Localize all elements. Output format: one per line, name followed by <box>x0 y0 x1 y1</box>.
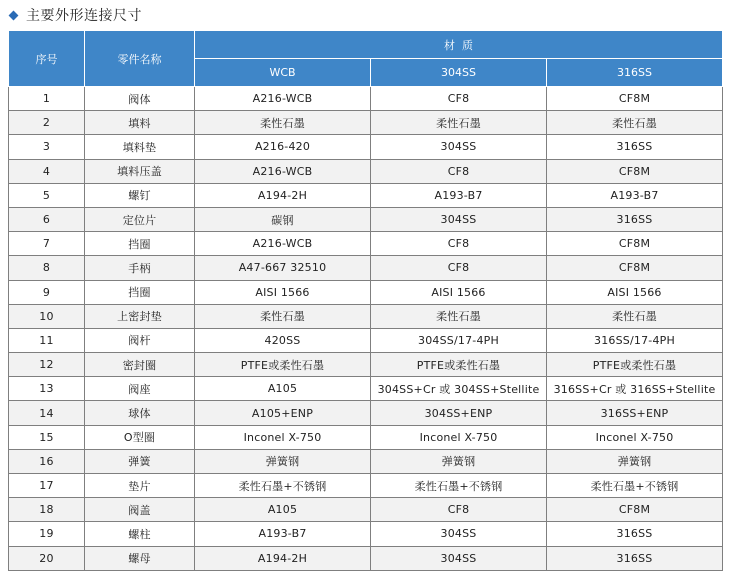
cell-part-name: 密封圈 <box>85 353 195 377</box>
cell-index: 2 <box>9 111 85 135</box>
cell-316ss: CF8M <box>547 87 723 111</box>
cell-part-name: 定位片 <box>85 207 195 231</box>
cell-wcb: AISI 1566 <box>195 280 371 304</box>
cell-part-name: 填料 <box>85 111 195 135</box>
cell-index: 5 <box>9 183 85 207</box>
cell-wcb: 420SS <box>195 328 371 352</box>
cell-index: 9 <box>9 280 85 304</box>
cell-wcb: PTFE或柔性石墨 <box>195 353 371 377</box>
cell-304ss: PTFE或柔性石墨 <box>371 353 547 377</box>
cell-wcb: A105 <box>195 377 371 401</box>
section-header <box>8 4 142 26</box>
cell-316ss: 柔性石墨 <box>547 111 723 135</box>
table-row <box>9 449 723 473</box>
header-part-name: 零件名称 <box>85 31 195 87</box>
cell-316ss: Inconel X-750 <box>547 425 723 449</box>
cell-304ss: AISI 1566 <box>371 280 547 304</box>
table-row <box>9 425 723 449</box>
cell-part-name: 垫片 <box>85 474 195 498</box>
cell-304ss: 304SS+Cr 或 304SS+Stellite <box>371 377 547 401</box>
table-row <box>9 159 723 183</box>
cell-316ss: 316SS <box>547 135 723 159</box>
header-col-wcb: WCB <box>195 59 371 87</box>
cell-part-name: 阀体 <box>85 87 195 111</box>
cell-part-name: 螺钉 <box>85 183 195 207</box>
table-header <box>9 31 723 87</box>
cell-wcb: A47-667 32510 <box>195 256 371 280</box>
cell-304ss: 柔性石墨 <box>371 304 547 328</box>
cell-index: 1 <box>9 87 85 111</box>
cell-index: 12 <box>9 353 85 377</box>
cell-part-name: 挡圈 <box>85 280 195 304</box>
cell-part-name: 弹簧 <box>85 449 195 473</box>
cell-304ss: 304SS <box>371 546 547 570</box>
table-row <box>9 232 723 256</box>
cell-part-name: 手柄 <box>85 256 195 280</box>
table-row <box>9 546 723 570</box>
table-row <box>9 87 723 111</box>
cell-wcb: A105 <box>195 498 371 522</box>
table-row <box>9 304 723 328</box>
cell-wcb: A194-2H <box>195 546 371 570</box>
cell-304ss: CF8 <box>371 256 547 280</box>
cell-304ss: CF8 <box>371 87 547 111</box>
cell-part-name: 上密封垫 <box>85 304 195 328</box>
cell-304ss: CF8 <box>371 159 547 183</box>
materials-table <box>8 30 723 571</box>
cell-316ss: 316SS <box>547 522 723 546</box>
cell-index: 11 <box>9 328 85 352</box>
cell-part-name: 螺柱 <box>85 522 195 546</box>
cell-wcb: A216-WCB <box>195 87 371 111</box>
cell-index: 4 <box>9 159 85 183</box>
cell-wcb: A193-B7 <box>195 522 371 546</box>
cell-304ss: 304SS <box>371 207 547 231</box>
cell-316ss: CF8M <box>547 498 723 522</box>
cell-part-name: 填料垫 <box>85 135 195 159</box>
table-row <box>9 183 723 207</box>
header-material: 材 质 <box>195 31 723 59</box>
cell-316ss: 316SS <box>547 546 723 570</box>
cell-wcb: A105+ENP <box>195 401 371 425</box>
cell-wcb: 柔性石墨+不锈钢 <box>195 474 371 498</box>
cell-316ss: 316SS/17-4PH <box>547 328 723 352</box>
cell-wcb: Inconel X-750 <box>195 425 371 449</box>
header-col-316ss: 316SS <box>547 59 723 87</box>
cell-304ss: 柔性石墨 <box>371 111 547 135</box>
cell-wcb: 碳钢 <box>195 207 371 231</box>
table-row <box>9 135 723 159</box>
cell-wcb: 柔性石墨 <box>195 111 371 135</box>
cell-index: 13 <box>9 377 85 401</box>
cell-part-name: O型圈 <box>85 425 195 449</box>
cell-wcb: A216-420 <box>195 135 371 159</box>
cell-wcb: 弹簧钢 <box>195 449 371 473</box>
cell-index: 3 <box>9 135 85 159</box>
cell-part-name: 阀杆 <box>85 328 195 352</box>
section-title: 主要外形连接尺寸 <box>26 8 142 24</box>
cell-304ss: 304SS <box>371 522 547 546</box>
cell-304ss: Inconel X-750 <box>371 425 547 449</box>
cell-index: 8 <box>9 256 85 280</box>
cell-304ss: 304SS <box>371 135 547 159</box>
cell-316ss: 柔性石墨+不锈钢 <box>547 474 723 498</box>
cell-316ss: 柔性石墨 <box>547 304 723 328</box>
cell-304ss: A193-B7 <box>371 183 547 207</box>
cell-index: 15 <box>9 425 85 449</box>
cell-316ss: CF8M <box>547 232 723 256</box>
header-col-304ss: 304SS <box>371 59 547 87</box>
table-row <box>9 522 723 546</box>
header-index: 序号 <box>9 31 85 87</box>
cell-316ss: 316SS <box>547 207 723 231</box>
cell-index: 6 <box>9 207 85 231</box>
table-row <box>9 353 723 377</box>
cell-part-name: 球体 <box>85 401 195 425</box>
cell-304ss: 304SS+ENP <box>371 401 547 425</box>
table-body <box>9 87 723 571</box>
cell-index: 10 <box>9 304 85 328</box>
table-row <box>9 377 723 401</box>
table-row <box>9 207 723 231</box>
table-row <box>9 111 723 135</box>
cell-wcb: 柔性石墨 <box>195 304 371 328</box>
table-row <box>9 256 723 280</box>
cell-316ss: 316SS+ENP <box>547 401 723 425</box>
cell-304ss: 弹簧钢 <box>371 449 547 473</box>
cell-part-name: 填料压盖 <box>85 159 195 183</box>
cell-part-name: 阀盖 <box>85 498 195 522</box>
cell-316ss: AISI 1566 <box>547 280 723 304</box>
cell-316ss: 316SS+Cr 或 316SS+Stellite <box>547 377 723 401</box>
cell-index: 20 <box>9 546 85 570</box>
diamond-icon <box>9 10 19 20</box>
cell-316ss: A193-B7 <box>547 183 723 207</box>
cell-304ss: CF8 <box>371 232 547 256</box>
cell-304ss: 柔性石墨+不锈钢 <box>371 474 547 498</box>
cell-index: 14 <box>9 401 85 425</box>
cell-part-name: 挡圈 <box>85 232 195 256</box>
cell-index: 17 <box>9 474 85 498</box>
cell-316ss: CF8M <box>547 256 723 280</box>
cell-304ss: 304SS/17-4PH <box>371 328 547 352</box>
cell-316ss: 弹簧钢 <box>547 449 723 473</box>
cell-index: 18 <box>9 498 85 522</box>
cell-304ss: CF8 <box>371 498 547 522</box>
cell-wcb: A194-2H <box>195 183 371 207</box>
cell-wcb: A216-WCB <box>195 159 371 183</box>
table-row <box>9 498 723 522</box>
table-row <box>9 328 723 352</box>
cell-index: 19 <box>9 522 85 546</box>
cell-316ss: PTFE或柔性石墨 <box>547 353 723 377</box>
table-row <box>9 474 723 498</box>
cell-316ss: CF8M <box>547 159 723 183</box>
cell-index: 7 <box>9 232 85 256</box>
table-row <box>9 401 723 425</box>
cell-index: 16 <box>9 449 85 473</box>
cell-part-name: 阀座 <box>85 377 195 401</box>
table-row <box>9 280 723 304</box>
cell-part-name: 螺母 <box>85 546 195 570</box>
cell-wcb: A216-WCB <box>195 232 371 256</box>
